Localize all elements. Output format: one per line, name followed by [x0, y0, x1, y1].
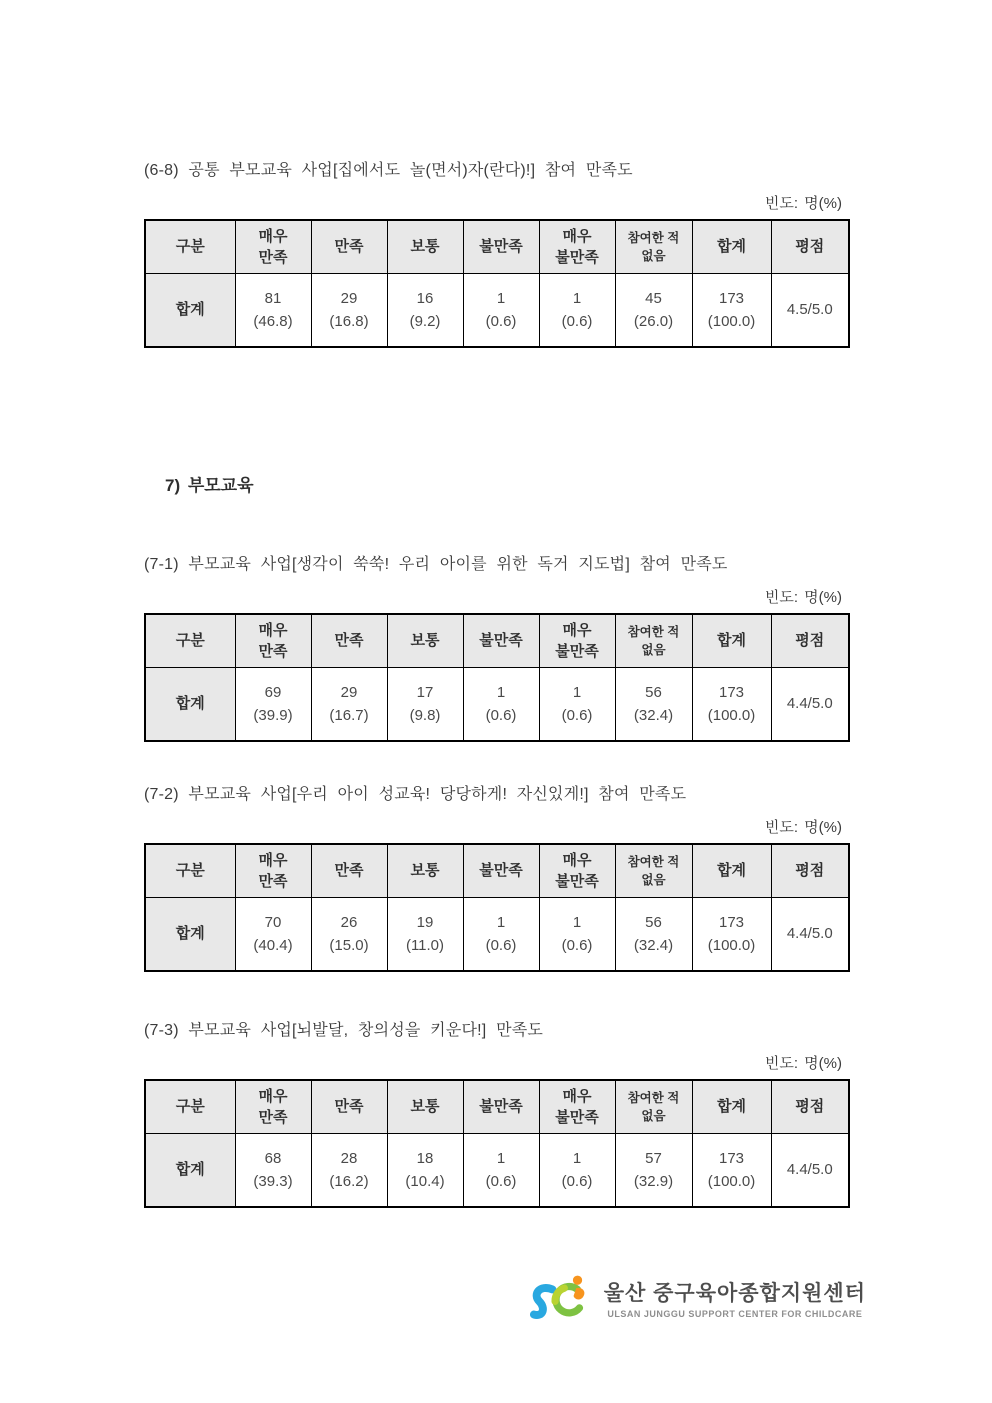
- title-7-2: (7-2) 부모교육 사업[우리 아이 성교육! 당당하게! 자신있게!] 참여 만족도: [144, 786, 687, 803]
- col-header-very-satisfied: 매우 만족: [235, 1080, 311, 1133]
- data-row: [145, 1133, 849, 1207]
- cell-satisfied: 26 (15.0): [311, 897, 387, 971]
- col-header-very-satisfied: 매우 만족: [235, 220, 311, 273]
- footer-logo: [530, 1272, 866, 1328]
- row-label: 합계: [145, 1133, 235, 1207]
- col-header-neutral: 보통: [387, 1080, 463, 1133]
- cell-total: 173 (100.0): [692, 273, 771, 347]
- logo-subtitle: ULSAN JUNGGU SUPPORT CENTER FOR CHILDCARE: [607, 1308, 863, 1319]
- cell-very-satisfied: 81 (46.8): [235, 273, 311, 347]
- col-header-gubun: 구분: [145, 220, 235, 273]
- col-header-very-dissatisfied: 매우 불만족: [539, 1080, 615, 1133]
- cell-score: 4.4/5.0: [771, 1133, 849, 1207]
- col-header-never-participated: 참여한 적 없음: [615, 220, 692, 273]
- col-header-very-dissatisfied: 매우 불만족: [539, 614, 615, 667]
- col-header-satisfied: 만족: [311, 1080, 387, 1133]
- col-header-total: 합계: [692, 1080, 771, 1133]
- cell-never-participated: 56 (32.4): [615, 667, 692, 741]
- row-label: 합계: [145, 667, 235, 741]
- row-label: 합계: [145, 273, 235, 347]
- col-header-score: 평점: [771, 1080, 849, 1133]
- col-header-never-participated: 참여한 적 없음: [615, 844, 692, 897]
- satisfaction-table-6-8: [144, 219, 850, 348]
- cell-score: 4.4/5.0: [771, 667, 849, 741]
- col-header-gubun: 구분: [145, 614, 235, 667]
- title-7-1: (7-1) 부모교육 사업[생각이 쑥쑥! 우리 아이를 위한 독거 지도법] 참여 만족도: [144, 556, 728, 573]
- cell-dissatisfied: 1 (0.6): [463, 667, 539, 741]
- cell-neutral: 17 (9.8): [387, 667, 463, 741]
- cell-very-dissatisfied: 1 (0.6): [539, 897, 615, 971]
- col-header-score: 평점: [771, 844, 849, 897]
- col-header-very-dissatisfied: 매우 불만족: [539, 220, 615, 273]
- header-row: [145, 614, 849, 667]
- cell-very-satisfied: 68 (39.3): [235, 1133, 311, 1207]
- data-row: [145, 667, 849, 741]
- cell-very-satisfied: 69 (39.9): [235, 667, 311, 741]
- title-6-8: (6-8) 공통 부모교육 사업[집에서도 놀(면서)자(란다)!] 참여 만족도: [144, 162, 633, 179]
- section-heading-7: 7) 부모교육: [165, 476, 254, 495]
- cell-never-participated: 45 (26.0): [615, 273, 692, 347]
- col-header-dissatisfied: 불만족: [463, 1080, 539, 1133]
- col-header-very-dissatisfied: 매우 불만족: [539, 844, 615, 897]
- data-row: [145, 273, 849, 347]
- header-row: [145, 844, 849, 897]
- col-header-gubun: 구분: [145, 844, 235, 897]
- satisfaction-table-7-1: [144, 613, 850, 742]
- logo-title: 울산 중구육아종합지원센터: [603, 1281, 866, 1305]
- cell-very-dissatisfied: 1 (0.6): [539, 273, 615, 347]
- title-7-3: (7-3) 부모교육 사업[뇌발달, 창의성을 키운다!] 만족도: [144, 1022, 544, 1039]
- col-header-very-satisfied: 매우 만족: [235, 844, 311, 897]
- cell-satisfied: 29 (16.7): [311, 667, 387, 741]
- logo-text: [604, 1281, 866, 1320]
- cell-very-satisfied: 70 (40.4): [235, 897, 311, 971]
- cell-dissatisfied: 1 (0.6): [463, 897, 539, 971]
- childcare-center-logo-icon: [530, 1272, 596, 1328]
- header-row: [145, 220, 849, 273]
- cell-very-dissatisfied: 1 (0.6): [539, 1133, 615, 1207]
- freq-note: 빈도: 명(%): [764, 1055, 842, 1072]
- satisfaction-table-7-2: [144, 843, 850, 972]
- cell-neutral: 16 (9.2): [387, 273, 463, 347]
- col-header-score: 평점: [771, 614, 849, 667]
- cell-neutral: 18 (10.4): [387, 1133, 463, 1207]
- col-header-score: 평점: [771, 220, 849, 273]
- satisfaction-table-7-3: [144, 1079, 850, 1208]
- cell-neutral: 19 (11.0): [387, 897, 463, 971]
- cell-never-participated: 56 (32.4): [615, 897, 692, 971]
- col-header-total: 합계: [692, 844, 771, 897]
- header-row: [145, 1080, 849, 1133]
- cell-total: 173 (100.0): [692, 667, 771, 741]
- freq-note: 빈도: 명(%): [764, 195, 842, 212]
- cell-total: 173 (100.0): [692, 1133, 771, 1207]
- col-header-satisfied: 만족: [311, 844, 387, 897]
- col-header-dissatisfied: 불만족: [463, 614, 539, 667]
- cell-dissatisfied: 1 (0.6): [463, 1133, 539, 1207]
- col-header-neutral: 보통: [387, 614, 463, 667]
- col-header-satisfied: 만족: [311, 614, 387, 667]
- col-header-total: 합계: [692, 220, 771, 273]
- cell-score: 4.4/5.0: [771, 897, 849, 971]
- freq-note: 빈도: 명(%): [764, 819, 842, 836]
- col-header-very-satisfied: 매우 만족: [235, 614, 311, 667]
- col-header-gubun: 구분: [145, 1080, 235, 1133]
- cell-dissatisfied: 1 (0.6): [463, 273, 539, 347]
- col-header-neutral: 보통: [387, 220, 463, 273]
- col-header-satisfied: 만족: [311, 220, 387, 273]
- col-header-neutral: 보통: [387, 844, 463, 897]
- cell-satisfied: 29 (16.8): [311, 273, 387, 347]
- cell-never-participated: 57 (32.9): [615, 1133, 692, 1207]
- col-header-total: 합계: [692, 614, 771, 667]
- col-header-dissatisfied: 불만족: [463, 844, 539, 897]
- data-row: [145, 897, 849, 971]
- col-header-never-participated: 참여한 적 없음: [615, 1080, 692, 1133]
- cell-satisfied: 28 (16.2): [311, 1133, 387, 1207]
- row-label: 합계: [145, 897, 235, 971]
- cell-total: 173 (100.0): [692, 897, 771, 971]
- col-header-never-participated: 참여한 적 없음: [615, 614, 692, 667]
- cell-score: 4.5/5.0: [771, 273, 849, 347]
- freq-note: 빈도: 명(%): [764, 589, 842, 606]
- document-page: [144, 0, 848, 1208]
- cell-very-dissatisfied: 1 (0.6): [539, 667, 615, 741]
- col-header-dissatisfied: 불만족: [463, 220, 539, 273]
